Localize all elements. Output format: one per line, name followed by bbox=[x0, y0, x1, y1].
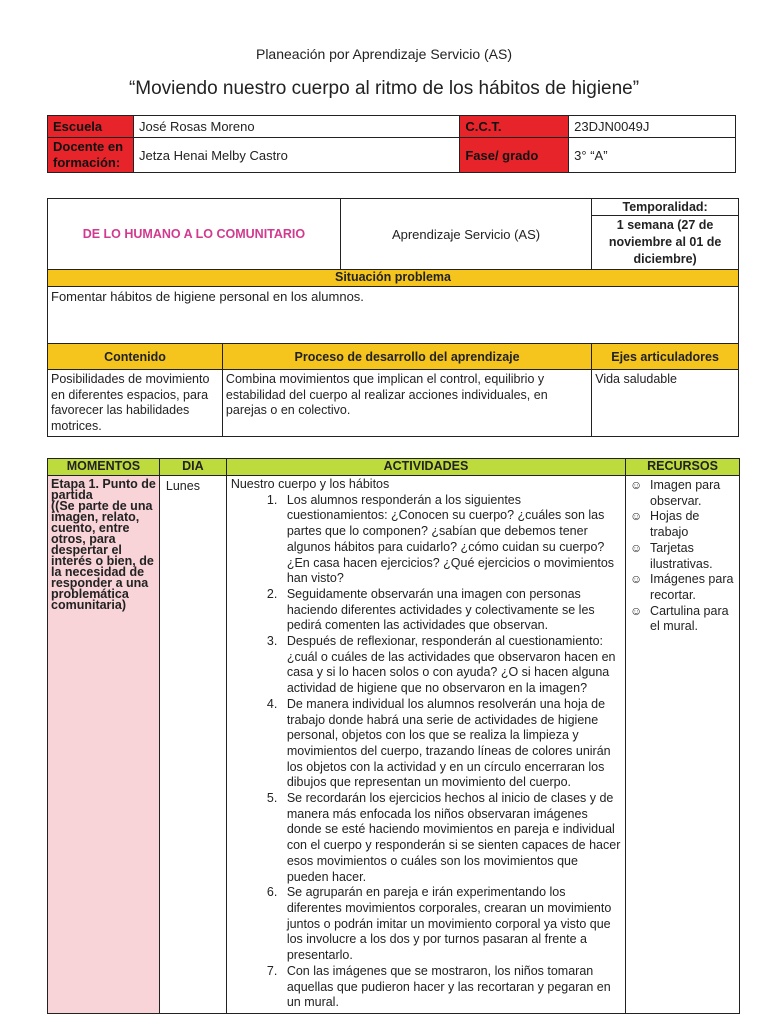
col-recursos: RECURSOS bbox=[626, 459, 740, 476]
momento-desc: ((Se parte de una imagen, relato, cuento, entre otros, para despertar el interés o bien, de la necesidad de responder a una problemática comunitaria) bbox=[51, 499, 154, 612]
document-subtitle: Planeación por Aprendizaje Servicio (AS) bbox=[255, 46, 513, 62]
temporalidad bbox=[592, 199, 739, 270]
smiley-icon: ☺ bbox=[630, 572, 643, 587]
actividades-list bbox=[281, 493, 621, 1011]
momento-cell bbox=[48, 476, 160, 1014]
campo-formativo: DE LO HUMANO A LO COMUNITARIO bbox=[48, 199, 341, 270]
planning-table bbox=[47, 198, 739, 437]
recurso-item: ☺ Tarjetas ilustrativas. bbox=[630, 540, 713, 571]
list-item: 2. Seguidamente observarán una imagen con personas haciendo diferentes actividades y colectivamente se les pedirá comenten las actividades que observan. bbox=[281, 587, 621, 634]
list-item: 6. Se agruparán en pareja e irán experimentando los diferentes movimientos corporales, crearan un movimiento juntos o podrán imitar un movimiento corporal ya visto que los involucre a los dos y por turnos pasaran al frente a presentarlo. bbox=[281, 885, 621, 964]
col-momentos: MOMENTOS bbox=[48, 459, 160, 476]
school-info-table bbox=[47, 115, 736, 173]
escuela-label: Escuela bbox=[48, 116, 134, 138]
smiley-icon: ☺ bbox=[630, 509, 643, 524]
recurso-item: ☺ Imágenes para recortar. bbox=[630, 572, 734, 602]
smiley-icon: ☺ bbox=[630, 478, 643, 492]
metodologia: Aprendizaje Servicio (AS) bbox=[340, 199, 591, 270]
momento-title: Etapa 1. Punto de partida bbox=[51, 477, 156, 502]
fase-value: 3° “A” bbox=[569, 138, 736, 173]
proceso-value: Combina movimientos que implican el control, equilibrio y estabilidad del cuerpo al realizar acciones individuales, en parejas o en colectivo. bbox=[222, 370, 591, 437]
escuela-value: José Rosas Moreno bbox=[133, 116, 459, 138]
docente-label: Docente en formación: bbox=[48, 138, 134, 173]
contenido-label: Contenido bbox=[48, 344, 223, 370]
document-title: “Moviendo nuestro cuerpo al ritmo de los hábitos de higiene” bbox=[128, 78, 640, 99]
situacion-value: Fomentar hábitos de higiene personal en los alumnos. bbox=[48, 287, 739, 344]
list-item: 3. Después de reflexionar, responderán al cuestionamiento: ¿cuál o cuáles de las actividades que observaron hacen en casa y si lo hacen solos o con ayuda? ¿O si hacen alguna actividad de higiene que no observaron en la imagen? bbox=[281, 634, 621, 697]
recurso-item: ☺ Hojas de trabajo bbox=[630, 509, 700, 540]
situacion-label: Situación problema bbox=[48, 270, 739, 287]
cct-value: 23DJN0049J bbox=[569, 116, 736, 138]
smiley-icon: ☺ bbox=[630, 603, 643, 618]
proceso-label: Proceso de desarrollo del aprendizaje bbox=[222, 344, 591, 370]
recurso-item: ☺ Imagen para observar. bbox=[630, 478, 721, 508]
recurso-item: ☺ Cartulina para el mural. bbox=[630, 603, 729, 634]
actividades-cell bbox=[226, 476, 625, 1014]
docente-value: Jetza Henai Melby Castro bbox=[133, 138, 459, 173]
temporalidad-label: Temporalidad: bbox=[592, 199, 738, 216]
ejes-value: Vida saludable bbox=[592, 370, 739, 437]
actividades-heading: Nuestro cuerpo y los hábitos bbox=[230, 477, 390, 491]
cct-label: C.C.T. bbox=[460, 116, 569, 138]
list-item: 5. Se recordarán los ejercicios hechos al inicio de clases y de manera más enfocada los niños observaran imágenes donde se esté haciendo movimientos en pareja e individual con el cuerpo y responderán si se sienten capaces de hacer esos movimientos o cuáles son los movimientos que pueden hacer. bbox=[281, 791, 621, 885]
recursos-cell bbox=[626, 476, 740, 1014]
list-item: 7. Con las imágenes que se mostraron, los niños tomaran aquellas que pudieron hacer y las recortaran y pegaran en un mural. bbox=[281, 964, 621, 1011]
dia-cell: Lunes bbox=[159, 476, 226, 1014]
contenido-value: Posibilidades de movimiento en diferentes espacios, para favorecer las habilidades motrices. bbox=[48, 370, 223, 437]
ejes-label: Ejes articuladores bbox=[592, 344, 739, 370]
activities-table bbox=[47, 458, 740, 1014]
temporalidad-value: 1 semana (27 de noviembre al 01 de diciembre) bbox=[608, 218, 722, 266]
smiley-icon: ☺ bbox=[630, 540, 643, 555]
col-dia: DIA bbox=[159, 459, 226, 476]
fase-label: Fase/ grado bbox=[460, 138, 569, 173]
list-item: 1. Los alumnos responderán a los siguientes cuestionamientos: ¿Conocen su cuerpo? ¿cuáles son las partes que lo componen? ¿sabían que debemos tener algunos hábitos para cuidarlo? ¿cómo cuidan su cuerpo? ¿En casa hacen ejercicios? ¿Qué ejercicios o movimientos han visto? bbox=[281, 493, 621, 587]
list-item: 4. De manera individual los alumnos resolverán una hoja de trabajo donde habrá una serie de actividades de higiene personal, objetos con los que se realiza la limpieza y movimientos del cuerpo, trazando líneas de colores unirán los objetos con la actividad y en un círculo encerraran los dibujos que representan un movimiento del cuerpo. bbox=[281, 697, 621, 791]
col-actividades: ACTIVIDADES bbox=[226, 459, 625, 476]
